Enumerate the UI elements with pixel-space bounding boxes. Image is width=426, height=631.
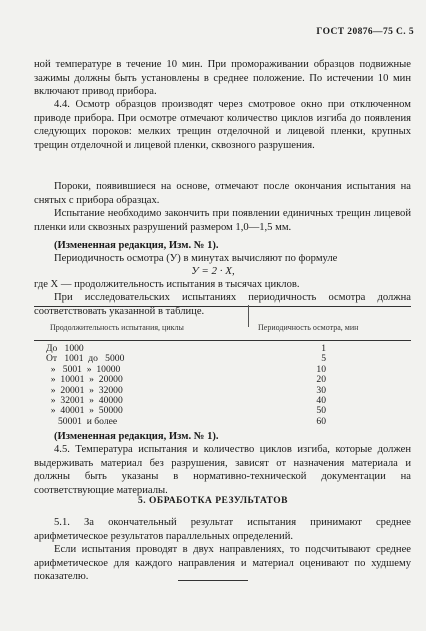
table-cell-range: » 40001 » 50000 (46, 405, 123, 417)
paragraph-stop-test: Испытание необходимо закончить при появлении единичных трещин лицевой пленки или сквозных разрушений размером 1,0—1,5 мм. (34, 208, 411, 233)
table-top-rule (34, 306, 411, 307)
paragraph-freezing: ной температуре в течение 10 мин. При промораживании образцов подвижные зажимы должны быть установлены в среднее положение. По истечении 10 мин включают привод прибора. (34, 59, 411, 98)
table-cell-range: » 32001 » 40000 (46, 395, 123, 407)
amendment-note-1: (Измененная редакция, Изм. № 1). (54, 240, 219, 251)
table-cell-period: 5 (321, 353, 326, 365)
table-period-column (298, 344, 326, 427)
end-rule (178, 580, 248, 581)
paragraph-inspection-period: Периодичность осмотра (У) в минутах вычисляют по формуле (54, 253, 338, 264)
table-cell-range: » 20001 » 32000 (46, 384, 123, 396)
table-cell-period: 30 (316, 384, 326, 396)
table-header-period: Периодичность осмотра, мин (258, 323, 359, 332)
table-column-divider (248, 305, 249, 327)
table-header-duration: Продолжительность испытания, циклы (50, 323, 184, 332)
paragraph-research-tests: При исследовательских испытаниях периодичность осмотра должна соответствовать указанной в таблице. (34, 292, 411, 317)
table-cell-period: 60 (316, 415, 326, 427)
paragraph-defects-base: Пороки, появившиеся на основе, отмечают после окончания испытания на снятых с прибора образцах. (34, 181, 411, 206)
paragraph-4-5: 4.5. Температура испытания и количество циклов изгиба, которые должен выдерживать материал без разрушения, зависят от назначения материала и должны быть указаны в нормативно-технической документации на соответствующие материалы. (34, 444, 411, 496)
table-cell-range: » 10001 » 20000 (46, 374, 123, 386)
section-title: 5. ОБРАБОТКА РЕЗУЛЬТАТОВ (138, 496, 288, 506)
amendment-note-2: (Измененная редакция, Изм. № 1). (54, 431, 219, 442)
table-cell-period: 10 (316, 363, 326, 375)
formula: У = 2 · Х, (191, 265, 235, 277)
table-header-rule (34, 340, 411, 341)
paragraph-two-directions: Если испытания проводят в двух направлениях, то подсчитывают среднее арифметическое для каждого направления и материал оценивают по худшему показателю. (34, 544, 411, 583)
table-cell-period: 40 (316, 395, 326, 407)
page-header: ГОСТ 20876—75 С. 5 (316, 27, 414, 37)
table-cell-range: До 1000 (46, 343, 84, 354)
paragraph-5-1: 5.1. За окончательный результат испытания принимают среднее арифметическое результатов параллельных определений. (34, 517, 411, 542)
paragraph-4-4: 4.4. Осмотр образцов производят через смотровое окно при отключенном приводе прибора. При осмотре отмечают количество циклов изгиба до появления следующих пороков: мелких трещин отделочной и лицевой пленки, крупных трещин отделочной и лицевой пленки, сквозного разрушения. (34, 99, 411, 151)
table-cell-range: 50001 и более (46, 415, 118, 427)
table-cell-period: 50 (316, 405, 326, 417)
paragraph-where-x: где X — продолжительность испытания в тысячах циклов. (34, 279, 300, 290)
table-cell-period: 1 (321, 343, 326, 354)
table-cell-range: От 1001 до 5000 (46, 353, 125, 365)
table-duration-column (46, 344, 124, 427)
table-cell-period: 20 (316, 374, 326, 386)
table-cell-range: » 5001 » 10000 (46, 363, 121, 375)
